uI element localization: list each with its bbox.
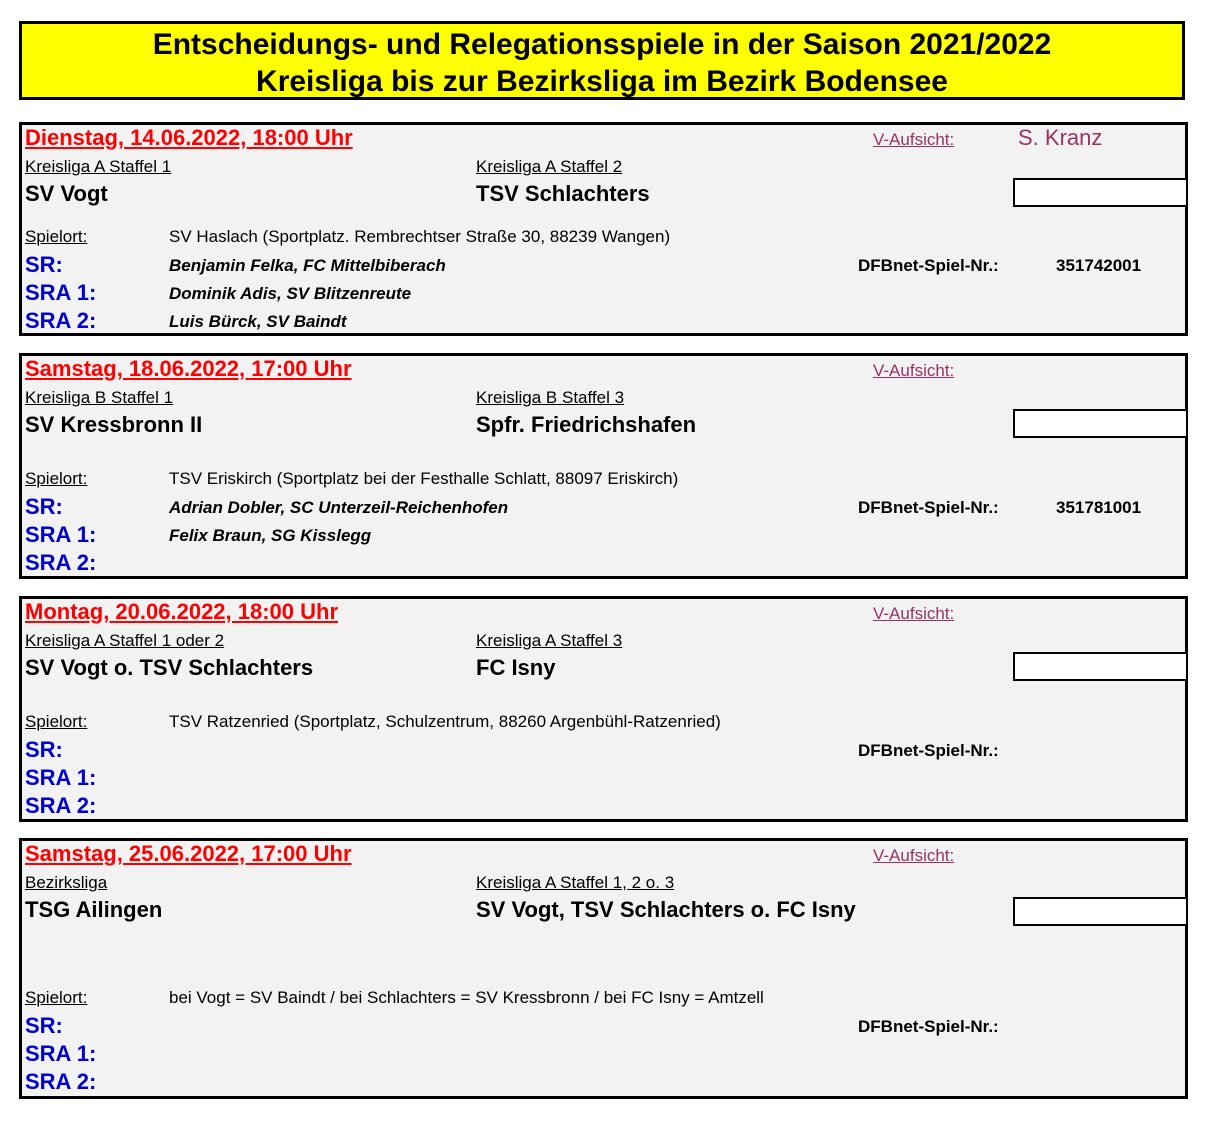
- dfbnet-label: DFBnet-Spiel-Nr.:: [858, 498, 999, 517]
- match-date: Dienstag, 14.06.2022, 18:00 Uhr: [25, 125, 353, 150]
- home-team: TSG Ailingen: [25, 897, 163, 922]
- home-league: Bezirksliga: [25, 873, 108, 892]
- v-aufsicht-label: V-Aufsicht:: [873, 130, 955, 149]
- away-team: TSV Schlachters: [476, 181, 650, 206]
- match-card: [19, 596, 1188, 822]
- home-team: SV Vogt: [25, 181, 108, 206]
- dfbnet-value: 351742001: [1056, 256, 1142, 275]
- sra2-label: SRA 2:: [25, 550, 97, 575]
- v-aufsicht-label: V-Aufsicht:: [873, 846, 955, 865]
- sra2-label: SRA 2:: [25, 1069, 97, 1094]
- away-league: Kreisliga A Staffel 3: [476, 631, 623, 650]
- sra1-label: SRA 1:: [25, 280, 97, 305]
- result-box[interactable]: [1013, 178, 1188, 207]
- away-league: Kreisliga A Staffel 2: [476, 157, 623, 176]
- match-date: Montag, 20.06.2022, 18:00 Uhr: [25, 599, 339, 624]
- v-aufsicht-label: V-Aufsicht:: [873, 604, 955, 623]
- sr-value: Benjamin Felka, FC Mittelbiberach: [169, 256, 446, 275]
- match-date: Samstag, 25.06.2022, 17:00 Uhr: [25, 841, 352, 866]
- sra1-value: Felix Braun, SG Kisslegg: [169, 526, 372, 545]
- away-team: SV Vogt, TSV Schlachters o. FC Isny: [476, 897, 856, 922]
- sr-label: SR:: [25, 1013, 63, 1038]
- sra1-label: SRA 1:: [25, 1041, 97, 1066]
- venue-value: TSV Ratzenried (Sportplatz, Schulzentrum, 88260 Argenbühl-Ratzenried): [169, 712, 721, 731]
- sra2-label: SRA 2:: [25, 793, 97, 818]
- match-card: [19, 838, 1188, 1099]
- match-date: Samstag, 18.06.2022, 17:00 Uhr: [25, 356, 352, 381]
- venue-value: bei Vogt = SV Baindt / bei Schlachters = SV Kressbronn / bei FC Isny = Amtzell: [169, 988, 764, 1007]
- home-league: Kreisliga B Staffel 1: [25, 388, 174, 407]
- away-team: FC Isny: [476, 655, 556, 680]
- v-aufsicht-label: V-Aufsicht:: [873, 361, 955, 380]
- venue-label: Spielort:: [25, 227, 88, 246]
- venue-label: Spielort:: [25, 712, 88, 731]
- venue-label: Spielort:: [25, 469, 88, 488]
- sr-label: SR:: [25, 252, 63, 277]
- away-league: Kreisliga A Staffel 1, 2 o. 3: [476, 873, 675, 892]
- sr-value: Adrian Dobler, SC Unterzeil-Reichenhofen: [169, 498, 509, 517]
- sra1-label: SRA 1:: [25, 522, 97, 547]
- sr-label: SR:: [25, 494, 63, 519]
- sra1-value: Dominik Adis, SV Blitzenreute: [169, 284, 412, 303]
- home-league: Kreisliga A Staffel 1: [25, 157, 172, 176]
- home-league: Kreisliga A Staffel 1 oder 2: [25, 631, 225, 650]
- match-card: [19, 122, 1188, 336]
- dfbnet-label: DFBnet-Spiel-Nr.:: [858, 1017, 999, 1036]
- sra2-label: SRA 2:: [25, 308, 97, 333]
- venue-value: TSV Eriskirch (Sportplatz bei der Festhalle Schlatt, 88097 Eriskirch): [169, 469, 679, 488]
- dfbnet-label: DFBnet-Spiel-Nr.:: [858, 256, 999, 275]
- venue-label: Spielort:: [25, 988, 88, 1007]
- away-league: Kreisliga B Staffel 3: [476, 388, 625, 407]
- dfbnet-label: DFBnet-Spiel-Nr.:: [858, 741, 999, 760]
- page-header: [19, 21, 1185, 100]
- home-team: SV Vogt o. TSV Schlachters: [25, 655, 314, 680]
- sra2-value: Luis Bürck, SV Baindt: [169, 312, 347, 331]
- header-title: Entscheidungs- und Relegationsspiele in der Saison 2021/2022: [152, 28, 1052, 61]
- match-card: [19, 353, 1188, 579]
- result-box[interactable]: [1013, 897, 1188, 926]
- sr-label: SR:: [25, 737, 63, 762]
- result-box[interactable]: [1013, 409, 1188, 438]
- dfbnet-value: 351781001: [1056, 498, 1142, 517]
- header-subtitle: Kreisliga bis zur Bezirksliga im Bezirk Bodensee: [256, 65, 948, 98]
- sra1-label: SRA 1:: [25, 765, 97, 790]
- result-box[interactable]: [1013, 652, 1188, 681]
- home-team: SV Kressbronn II: [25, 412, 203, 437]
- venue-value: SV Haslach (Sportplatz. Rembrechtser Straße 30, 88239 Wangen): [169, 227, 671, 246]
- v-aufsicht-value: S. Kranz: [1018, 125, 1103, 150]
- away-team: Spfr. Friedrichshafen: [476, 412, 697, 437]
